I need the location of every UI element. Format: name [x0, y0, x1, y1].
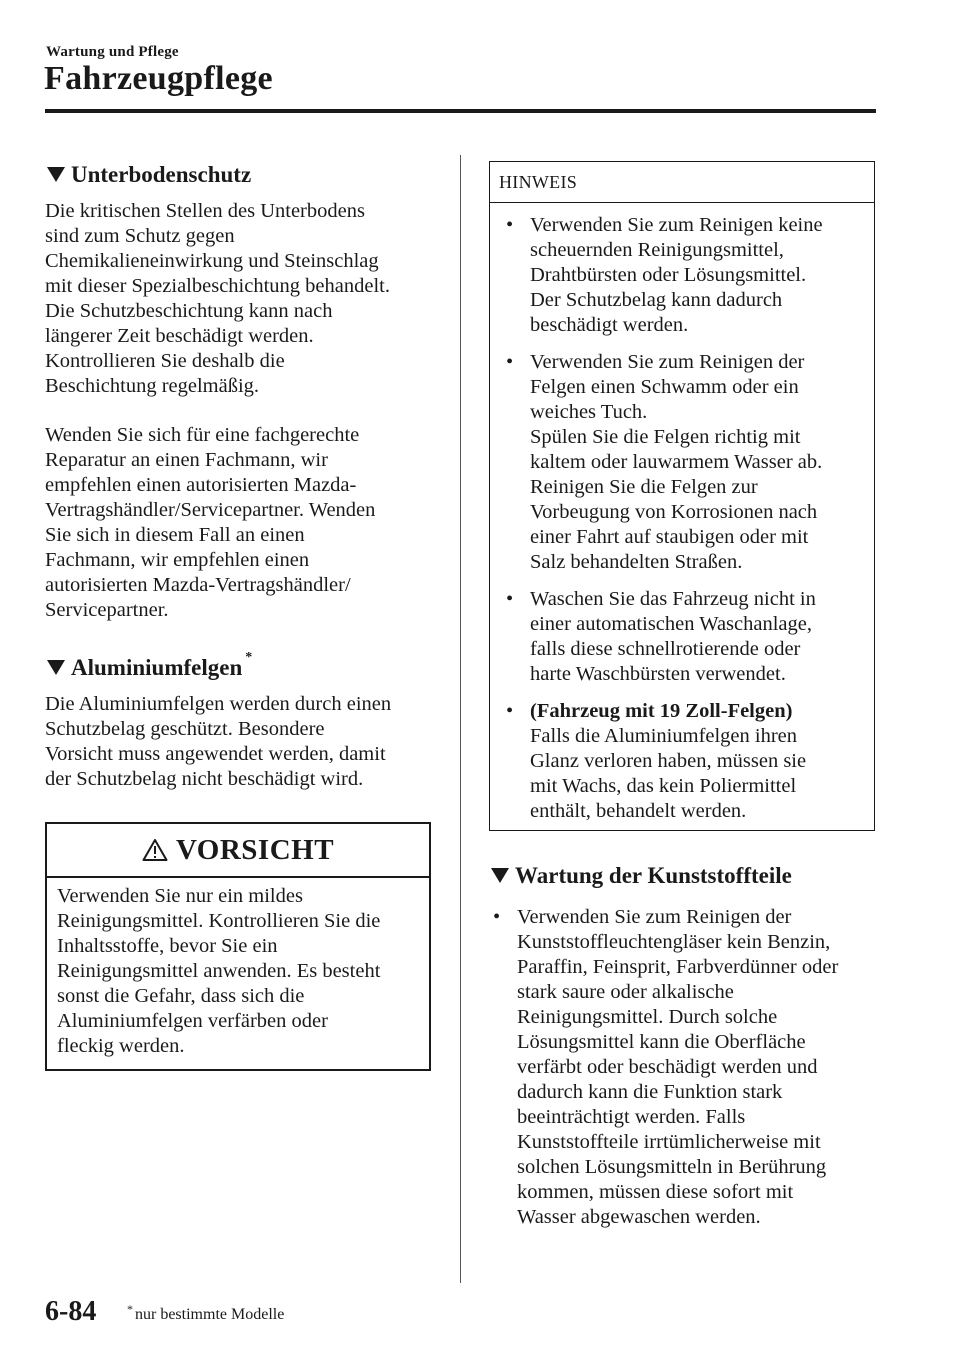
bullet-dot-icon: •	[506, 351, 514, 373]
footnote-text: nur bestimmte Modelle	[135, 1306, 285, 1323]
section-label: Wartung und Pflege	[46, 44, 179, 60]
note-bullet: • Verwenden Sie zum Reinigen der Felgen einen Schwamm oder ein weiches Tuch. Spülen Sie die Felgen richtig mit kaltem oder lauwarmem Wasser ab. Reinigen Sie die Felgen zur Vorbeugung von Korrosionen nach einer Fahrt auf staubigen oder mit Salz behandelten Straßen.	[502, 350, 866, 575]
column-divider	[460, 155, 461, 1283]
note-box	[489, 161, 875, 831]
note-bullet: • (Fahrzeug mit 19 Zoll-Felgen) Falls die Aluminiumfelgen ihren Glanz verloren haben, müssen sie mit Wachs, das kein Poliermittel enthält, behandelt werden.	[502, 699, 866, 824]
heading-aluminiumfelgen	[45, 650, 435, 683]
bullet-dot-icon: •	[506, 588, 514, 610]
note-bullet: • Verwenden Sie zum Reinigen keine scheuernden Reinigungsmittel, Drahtbürsten oder Lösungsmittel. Der Schutzbelag kann dadurch beschädigt werden.	[502, 213, 866, 338]
unterboden-paragraph-2: Wenden Sie sich für eine fachgerechte Reparatur an einen Fachmann, wir empfehlen einen autorisierten Mazda- Vertragshändler/Servicepartner. Wenden Sie sich in diesem Fall an einen Fachmann, wir empfehlen einen autorisierten Mazda-Vertragshändler/ Servicepartner.	[45, 424, 376, 621]
note-bullet: • Waschen Sie das Fahrzeug nicht in einer automatischen Waschanlage, falls diese schnellrotierende oder harte Waschbürsten verwendet.	[502, 587, 866, 687]
note-header: HINWEIS	[490, 162, 874, 203]
caution-label: VORSICHT	[175, 833, 335, 866]
footnote-star: *	[127, 1302, 133, 1316]
unterboden-paragraph-1: Die kritischen Stellen des Unterbodens sind zum Schutz gegen Chemikalieneinwirkung und Steinschlag mit dieser Spezialbeschichtung behandelt. Die Schutzbeschichtung kann nach längerer Zeit beschädigt werden. Kontrollieren Sie deshalb die Beschichtung regelmäßig.	[45, 200, 390, 397]
heading-text: Unterbodenschutz	[71, 162, 252, 187]
kunststoff-section	[489, 861, 877, 1230]
bullet-dot-icon: •	[493, 906, 501, 928]
model-footnote-star: *	[245, 650, 253, 665]
heading-text: Aluminiumfelgen	[71, 655, 243, 680]
felgen-paragraph: Die Aluminiumfelgen werden durch einen Schutzbelag geschützt. Besondere Vorsicht muss angewendet werden, damit der Schutzbelag nicht beschädigt wird.	[45, 693, 392, 790]
triangle-bullet-icon	[47, 660, 65, 675]
triangle-bullet-icon	[47, 167, 65, 182]
triangle-bullet-icon	[491, 868, 509, 883]
footnote	[127, 1302, 285, 1324]
heading-text: Wartung der Kunststoffteile	[515, 863, 792, 888]
caution-text: Verwenden Sie nur ein mildes Reinigungsmittel. Kontrollieren Sie die Inhaltsstoffe, bevor Sie ein Reinigungsmittel anwenden. Es besteht sonst die Gefahr, dass sich die Aluminiumfelgen verfärben oder fleckig werden.	[57, 885, 381, 1057]
bullet-dot-icon: •	[506, 214, 514, 236]
caution-header	[47, 824, 429, 878]
page-title: Fahrzeugpflege	[44, 60, 273, 97]
title-rule	[45, 109, 876, 113]
note-body	[490, 203, 874, 830]
bullet-dot-icon: •	[506, 700, 514, 722]
left-column	[45, 160, 435, 1071]
caution-box	[45, 822, 431, 1071]
right-column	[489, 161, 877, 1230]
kunststoff-bullet: • Verwenden Sie zum Reinigen der Kunststoffleuchtengläser kein Benzin, Paraffin, Feinsprit, Farbverdünner oder stark saure oder alkalische Reinigungsmittel. Durch solche Lösungsmittel kann die Oberfläche verfärbt oder beschädigt werden und dadurch kann die Funktion stark beeinträchtigt werden. Falls Kunststoffteile irrtümlicherweise mit solchen Lösungsmitteln in Berührung kommen, müssen diese sofort mit Wasser abgewaschen werden.	[489, 905, 877, 1230]
warning-triangle-icon	[142, 838, 168, 862]
heading-kunststoffteile	[489, 861, 877, 891]
page-number: 6-84	[45, 1296, 97, 1327]
heading-unterbodenschutz	[45, 160, 435, 190]
